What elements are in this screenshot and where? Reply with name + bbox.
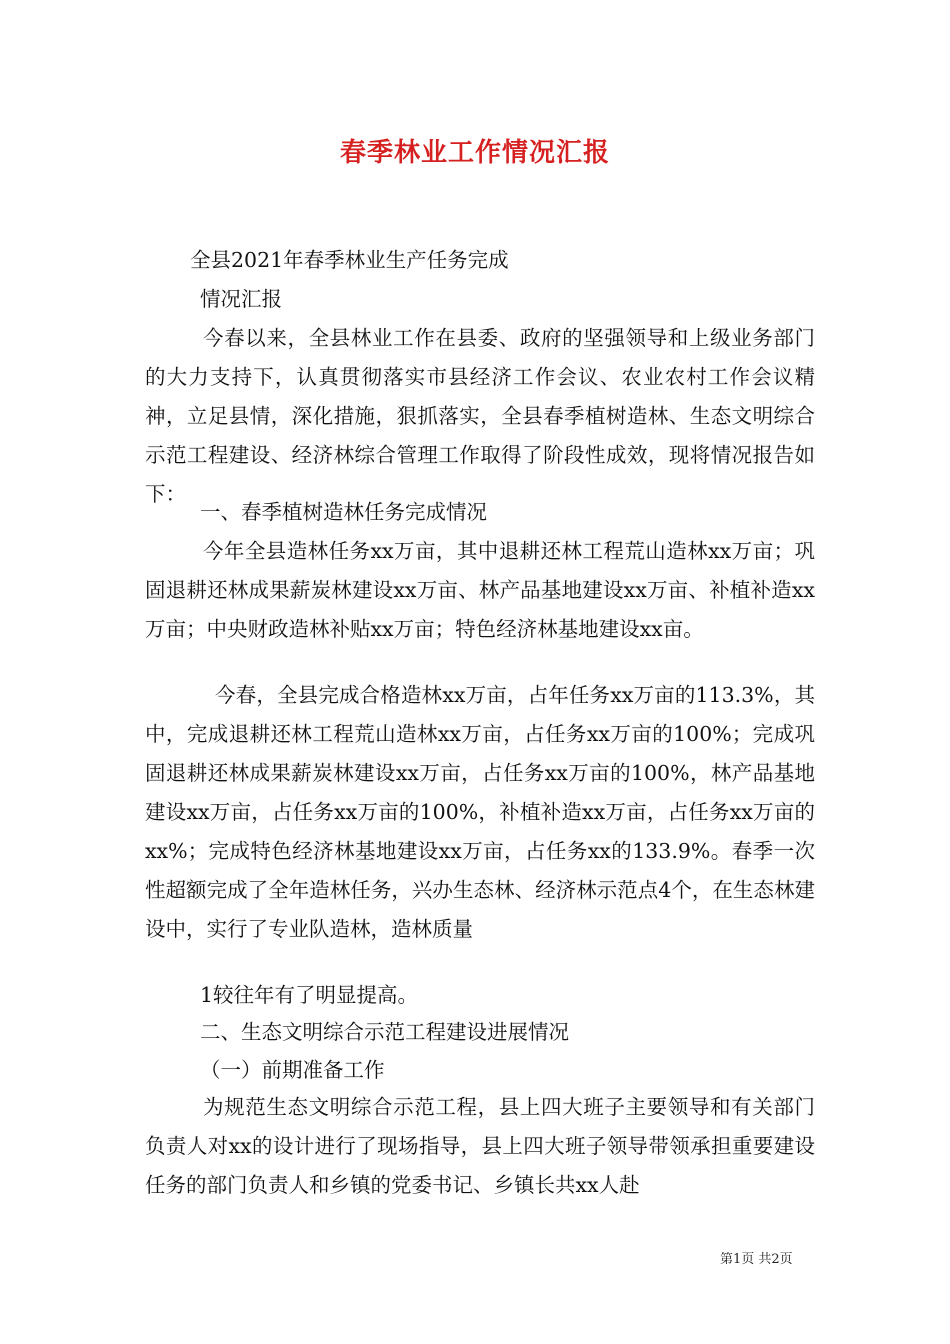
completion-paragraph: 今春，全县完成合格造林xx万亩，占年任务xx万亩的113.3%，其中，完成退耕还林工程荒山造林xx万亩，占任务xx万亩的100%；完成巩固退耕还林成果薪炭林建设xx万亩，占任务xx万亩的100%，林产品基地建设xx万亩，占任务xx万亩的100%，补植补造xx万亩，占任务xx万亩的xx%；完成特色经济林基地建设xx万亩，占任务xx的133.9%。春季一次性超额完成了全年造林任务，兴办生态林、经济林示范点4个，在生态林建设中，实行了专业队造林，造林质量: [145, 683, 815, 941]
subsection-heading-1: （一）前期准备工作: [200, 1058, 385, 1082]
subtitle-line-2: 情况汇报: [200, 287, 282, 311]
page-number: 第1页 共2页: [720, 1252, 793, 1267]
quality-line: 1较往年有了明显提高。: [200, 983, 419, 1007]
intro-paragraph: 今春以来，全县林业工作在县委、政府的坚强领导和上级业务部门的大力支持下，认真贯彻落实市县经济工作会议、农业农村工作会议精神，立足县情，深化措施，狠抓落实，全县春季植树造林、生态文明综合示范工程建设、经济林综合管理工作取得了阶段性成效，现将情况报告如下：: [145, 326, 815, 506]
prep-paragraph: 为规范生态文明综合示范工程，县上四大班子主要领导和有关部门负责人对xx的设计进行了现场指导，县上四大班子领导带领承担重要建设任务的部门负责人和乡镇的党委书记、乡镇长共xx人赴: [145, 1095, 815, 1197]
section-heading-1: 一、春季植树造林任务完成情况: [200, 500, 487, 524]
document-title: 春季林业工作情况汇报: [339, 138, 610, 168]
task-paragraph: 今年全县造林任务xx万亩，其中退耕还林工程荒山造林xx万亩；巩固退耕还林成果薪炭林建设xx万亩、林产品基地建设xx万亩、补植补造xx万亩；中央财政造林补贴xx万亩；特色经济林基地建设xx亩。: [145, 539, 815, 641]
subtitle-line-1: 全县2021年春季林业生产任务完成: [190, 248, 509, 272]
section-heading-2: 二、生态文明综合示范工程建设进展情况: [200, 1020, 569, 1044]
